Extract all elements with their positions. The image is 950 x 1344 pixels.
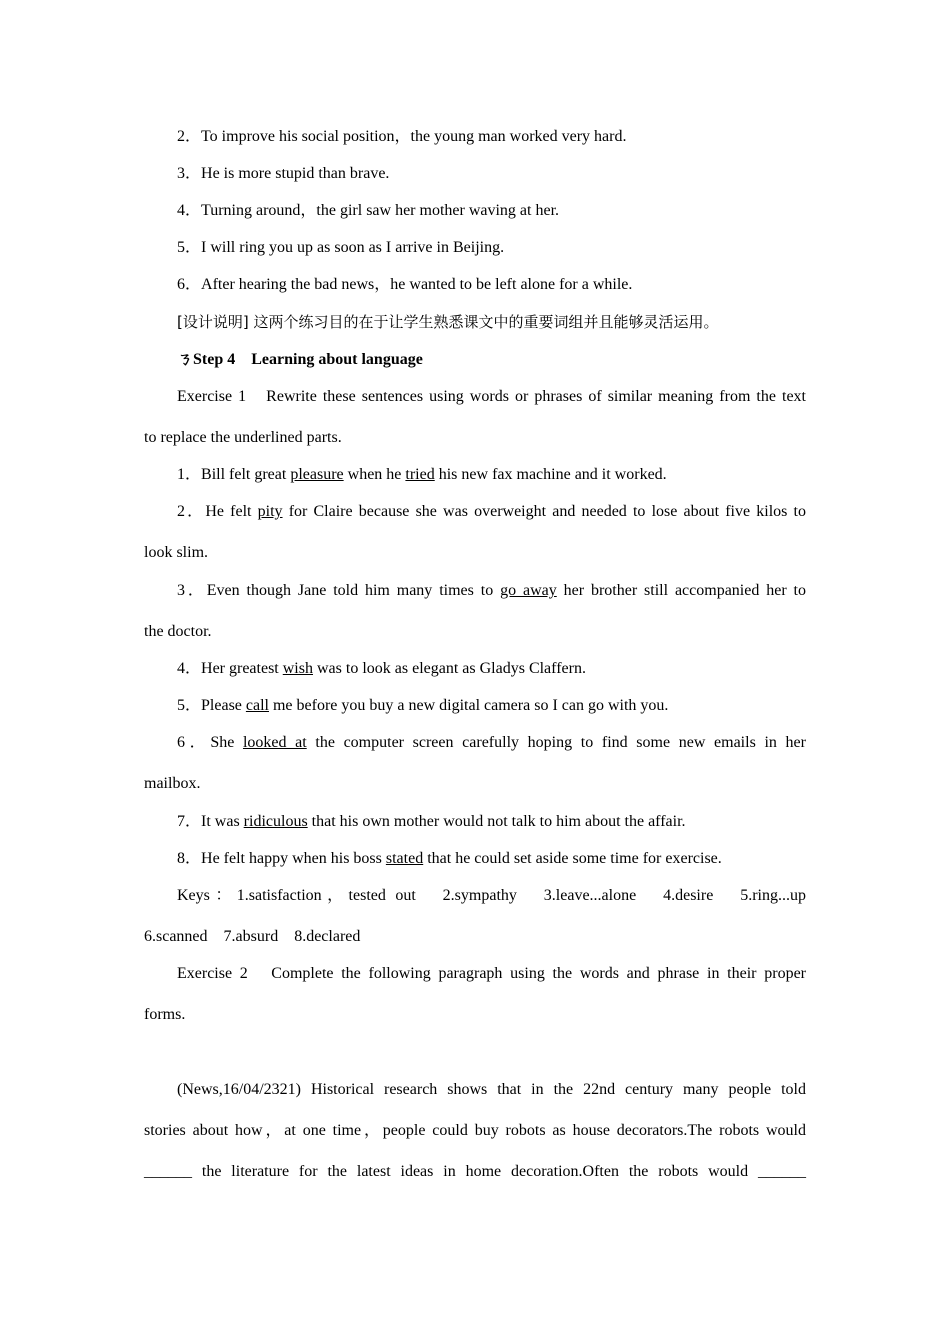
passage-line-2: stories about how，at one time，people could buy robots as house decorators.The robots would xyxy=(144,1122,806,1139)
underlined-phrase: ridiculous xyxy=(243,813,308,830)
intro-item-3: 3．He is more stupid than brave. xyxy=(177,165,390,182)
underlined-phrase: stated xyxy=(385,850,424,867)
exercise1-item-2: 2．He felt pity for Claire because she was overweight and needed to lose about five kilos to xyxy=(177,503,806,520)
exercise1-item-4: 4．Her greatest wish was to look as elegant as Gladys Claffern. xyxy=(177,660,586,677)
step-heading-mark: ㄋ xyxy=(177,351,194,368)
exercise1-item-1: 1．Bill felt great pleasure when he tried his new fax machine and it worked. xyxy=(177,466,667,483)
underlined-phrase: call xyxy=(245,697,269,714)
design-note: [设计说明] 这两个练习目的在于让学生熟悉课文中的重要词组并且能够灵活运用。 xyxy=(177,313,719,331)
underlined-phrase: tried xyxy=(405,466,435,483)
exercise1-item-2-cont: look slim. xyxy=(144,544,209,561)
intro-item-5: 5．I will ring you up as soon as I arrive in Beijing. xyxy=(177,239,505,256)
exercise1-item-6-cont: mailbox. xyxy=(144,775,201,792)
underlined-phrase: looked at xyxy=(242,734,307,751)
exercise1-item-3-cont: the doctor. xyxy=(144,623,212,640)
underlined-phrase: go away xyxy=(500,582,557,599)
exercise1-instruction-cont: to replace the underlined parts. xyxy=(144,429,342,446)
underlined-phrase: wish xyxy=(282,660,313,677)
passage-line-3: ______ the literature for the latest ideas in home decoration.Often the robots would ______ xyxy=(144,1163,806,1180)
underlined-phrase: pity xyxy=(257,503,283,520)
exercise1-instruction: Exercise 1 Rewrite these sentences using words or phrases of similar meaning from the text xyxy=(177,388,806,405)
step-heading-text: Step 4 Learning about language xyxy=(193,351,423,368)
exercise2-instruction: Exercise 2 Complete the following paragraph using the words and phrase in their proper xyxy=(177,965,806,982)
exercise1-item-8: 8．He felt happy when his boss stated that he could set aside some time for exercise. xyxy=(177,850,722,867)
passage-line-1: (News,16/04/2321) Historical research shows that in the 22nd century many people told xyxy=(177,1081,806,1098)
exercise2-instruction-cont: forms. xyxy=(144,1006,186,1023)
exercise1-item-5: 5．Please call me before you buy a new digital camera so I can go with you. xyxy=(177,697,669,714)
intro-item-2: 2．To improve his social position，the young man worked very hard. xyxy=(177,128,627,145)
underlined-phrase: pleasure xyxy=(290,466,344,483)
exercise1-keys-cont: 6.scanned 7.absurd 8.declared xyxy=(144,928,361,945)
intro-item-4: 4．Turning around，the girl saw her mother waving at her. xyxy=(177,202,560,219)
intro-item-6: 6．After hearing the bad news，he wanted to be left alone for a while. xyxy=(177,276,633,293)
exercise1-keys: Keys：1.satisfaction，tested out 2.sympathy 3.leave...alone 4.desire 5.ring...up xyxy=(177,887,806,904)
exercise1-item-7: 7．It was ridiculous that his own mother would not talk to him about the affair. xyxy=(177,813,686,830)
exercise1-item-6: 6．She looked at the computer screen carefully hoping to find some new emails in her xyxy=(177,734,806,751)
step-heading xyxy=(177,350,806,370)
exercise1-item-3: 3．Even though Jane told him many times to go away her brother still accompanied her to xyxy=(177,582,806,599)
